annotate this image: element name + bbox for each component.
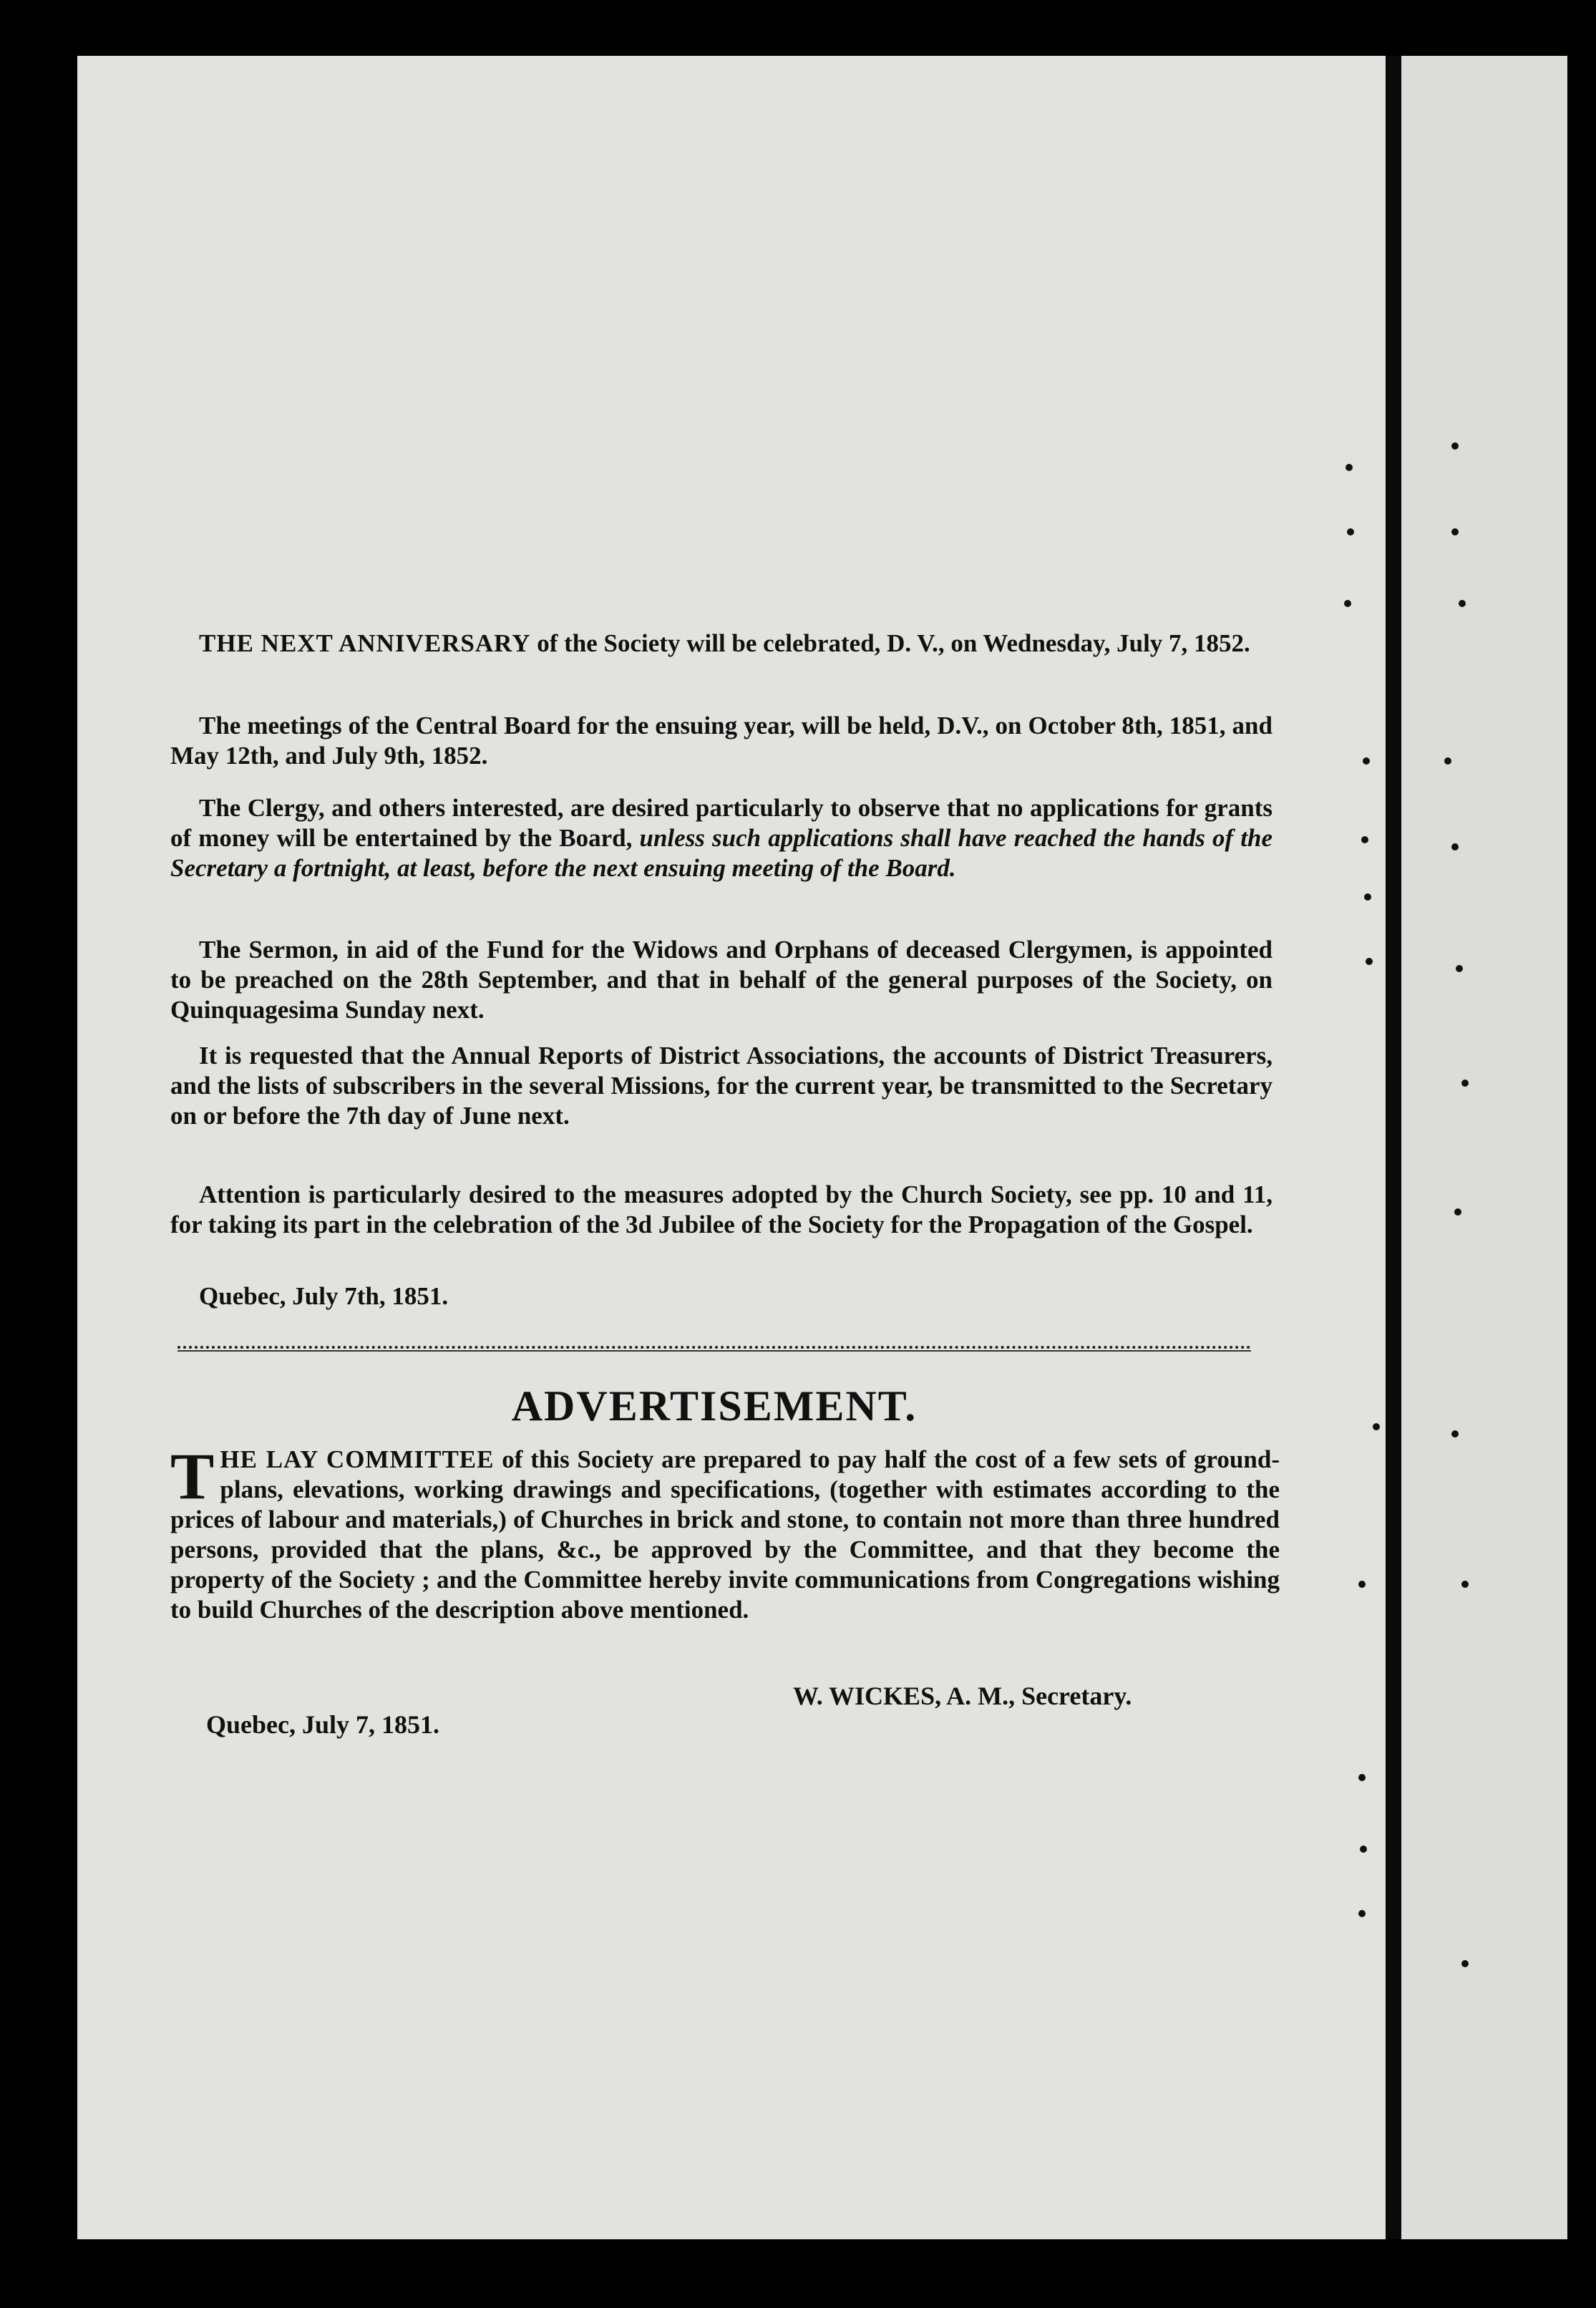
scan-border bbox=[1567, 29, 1596, 2308]
margin-speck bbox=[1373, 1423, 1380, 1430]
margin-speck bbox=[1346, 464, 1353, 471]
notice-date: Quebec, July 7th, 1851. bbox=[199, 1282, 449, 1310]
margin-speck bbox=[1364, 893, 1371, 901]
advertisement-body bbox=[170, 1440, 1280, 1625]
notice-anniversary bbox=[170, 629, 1273, 659]
notice-clergy bbox=[170, 793, 1273, 883]
advertisement-heading: ADVERTISEMENT. bbox=[511, 1382, 918, 1430]
margin-speck bbox=[1461, 1581, 1469, 1588]
anniversary-lead: THE NEXT ANNIVERSARY bbox=[199, 629, 531, 657]
margin-speck bbox=[1361, 836, 1368, 843]
wavy-divider bbox=[177, 1346, 1251, 1349]
anniversary-text: of the Society will be celebrated, D. V., on Wednesday, July 7, 1852. bbox=[530, 629, 1250, 657]
margin-speck bbox=[1358, 1581, 1366, 1588]
clergy-condition: unless such applications shall have reached the hands of the Secretary a fortnight, at least, before the next ensuing meeting of the Board. bbox=[170, 824, 1273, 882]
notice-jubilee: Attention is particularly desired to the measures adopted by the Church Society, see pp. 10 and 11, for taking its part in the celebration of the 3d Jubilee of the Society for the Propagation of the Gospel. bbox=[170, 1180, 1273, 1238]
margin-speck bbox=[1456, 965, 1463, 972]
margin-speck bbox=[1461, 1080, 1469, 1087]
margin-speck bbox=[1347, 528, 1354, 535]
margin-speck bbox=[1454, 1208, 1461, 1216]
notice-reports: It is requested that the Annual Reports of District Associations, the accounts of District Treasurers, and the lists of subscribers in the several Missions, for the current year, be transmitted to the Secretary on or before the 7th day of June next. bbox=[170, 1042, 1273, 1130]
margin-speck bbox=[1366, 958, 1373, 965]
bleed-through-title bbox=[77, 271, 1386, 312]
book-gutter bbox=[1386, 56, 1401, 2239]
divider-line bbox=[177, 1350, 1251, 1352]
advertisement-dropcap: T bbox=[170, 1440, 215, 1513]
advertisement-text: of this Society are prepared to pay half the cost of a few sets of ground-plans, elevations, working drawings and specifications, (together with estimates according to the prices of labour and materials,) of Churches in brick and stone, to contain not more than three hundred persons, provided that the plans, &c., be approved by the Committee, and that they become the property of the Society ; and the Committee hereby invite communications from Congregations wishing to build Churches of the description above mentioned. bbox=[170, 1445, 1280, 1624]
margin-speck bbox=[1459, 600, 1466, 607]
notice-meetings: The meetings of the Central Board for the ensuing year, will be held, D.V., on October 8th, 1851, and May 12th, and July 9th, 1852. bbox=[170, 712, 1273, 770]
margin-speck bbox=[1360, 1846, 1367, 1853]
advertisement-lead: HE LAY COMMITTEE bbox=[220, 1445, 495, 1473]
advertisement-signature: W. WICKES, A. M., Secretary. bbox=[793, 1682, 1132, 1710]
bleed-through-heading bbox=[77, 414, 1386, 513]
facing-page-edge bbox=[1401, 56, 1567, 2239]
margin-speck bbox=[1444, 757, 1451, 765]
advertisement-date: Quebec, July 7, 1851. bbox=[206, 1710, 440, 1739]
clergy-text: The Clergy, and others interested, are desired particularly to observe that no applications for grants of money will be entertained by the Board, bbox=[170, 794, 1273, 852]
margin-speck bbox=[1451, 442, 1459, 450]
margin-speck bbox=[1451, 528, 1459, 535]
margin-speck bbox=[1451, 843, 1459, 850]
margin-speck bbox=[1451, 1430, 1459, 1437]
margin-speck bbox=[1344, 600, 1351, 607]
margin-speck bbox=[1358, 1910, 1366, 1917]
margin-speck bbox=[1363, 757, 1370, 765]
notice-sermon: The Sermon, in aid of the Fund for the Widows and Orphans of deceased Clergymen, is appointed to be preached on the 28th September, and that in behalf of the general purposes of the Society, on Quinquagesima Sunday next. bbox=[170, 936, 1273, 1024]
margin-speck bbox=[1461, 1960, 1469, 1967]
document-page bbox=[77, 56, 1386, 2239]
margin-speck bbox=[1358, 1774, 1366, 1781]
